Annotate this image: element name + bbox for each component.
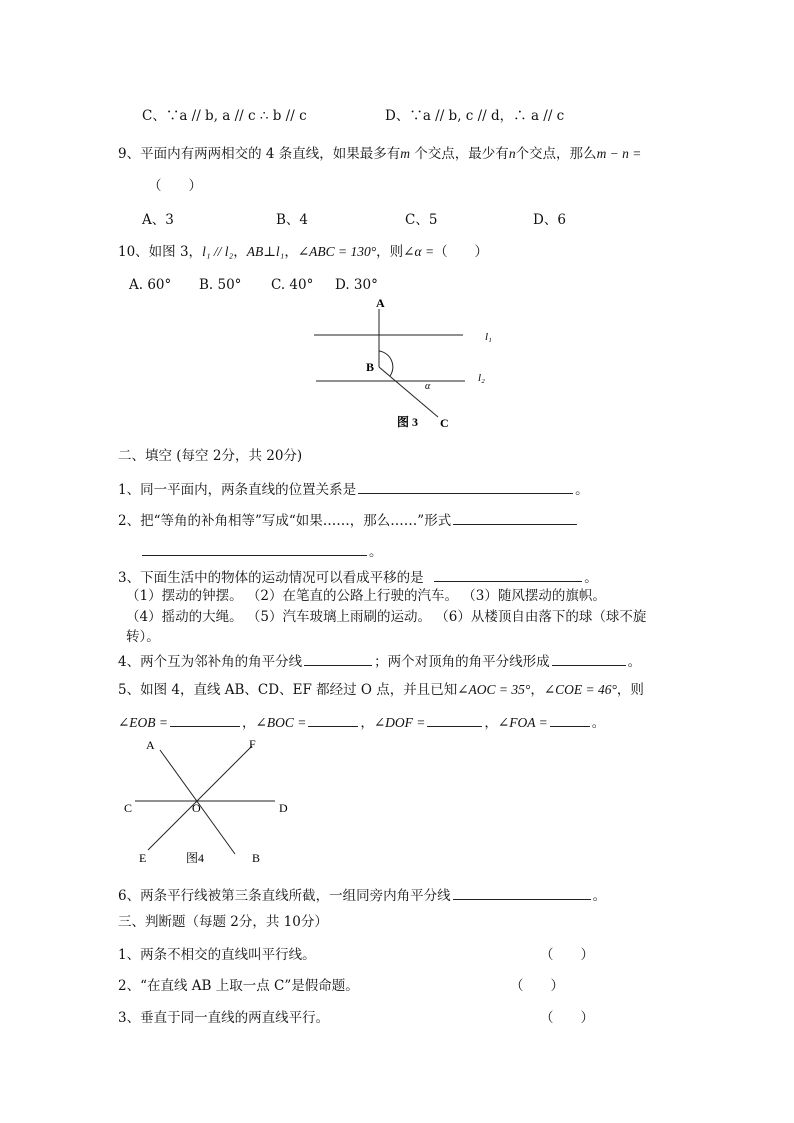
q9-text-1: 平面内有两两相交的 4 条直线，如果最多有	[140, 146, 401, 162]
fig3-label-alpha: α	[425, 381, 431, 392]
q9-text-2: 个交点，最少有	[410, 146, 509, 162]
fill-q4	[118, 651, 641, 671]
fill-q5-comma-3: ，	[484, 715, 498, 731]
q10-sep-1: ，	[233, 244, 247, 260]
judge-q1-text: 1、两条不相交的直线叫平行线。	[118, 947, 316, 963]
fill-q3-blank[interactable]	[434, 567, 582, 582]
q9-option-c: C、5	[405, 212, 438, 228]
fig4-caption: 图4	[186, 851, 205, 865]
fill-q5-text-c: ，则	[616, 682, 644, 698]
q10-text-1: 10、如图 3，	[118, 244, 203, 260]
fill-q5-comma-1: ，	[242, 715, 256, 731]
judge-q3-paren[interactable]: （ ）	[540, 1010, 594, 1026]
q10-stem	[118, 243, 488, 261]
fill-q3-text: 3、下面生活中的物体的运动情况可以看成平移的是	[118, 570, 424, 586]
q9-var-m: m	[400, 146, 411, 161]
q10-option-a: A. 60°	[129, 277, 172, 293]
fill-q1-text: 1、同一平面内，两条直线的位置关系是	[118, 482, 357, 498]
fig3-label-c: C	[440, 416, 449, 430]
q9-option-b: B、4	[276, 212, 309, 228]
fill-q5-expr-aoc: ∠AOC = 35°	[457, 682, 531, 697]
fill-q5-text-b: ，	[530, 682, 544, 698]
q9-option-a: A、3	[142, 212, 174, 228]
fill-q5-blank-eob[interactable]	[170, 712, 240, 727]
q9-option-d: D、6	[533, 212, 566, 228]
fill-q2-text: 2、把“等角的补角相等”写成“如果……，那么……”形式	[118, 513, 452, 529]
fill-q5-blank-dof[interactable]	[427, 712, 482, 727]
fill-q1-blank[interactable]	[358, 479, 573, 494]
q8-option-d: D、∵a // b, c // d，∴ a // c	[385, 108, 565, 124]
fill-q5-text-a: 5、如图 4，直线 AB、CD、EF 都经过 O 点，并且已知	[118, 682, 458, 698]
judge-q1-paren[interactable]: （ ）	[540, 947, 594, 963]
q9-text-3: 个交点，那么	[515, 146, 597, 162]
fig4-label-b: B	[252, 851, 261, 865]
fig4-label-c: C	[124, 801, 133, 815]
fig4-label-a: A	[146, 738, 155, 752]
fill-q6-end: 。	[592, 888, 607, 904]
q10-answer-paren: （ ）	[434, 244, 489, 260]
fill-q1-end: 。	[575, 482, 589, 498]
fill-q3-options-2: （4）摇动的大绳。 （5）汽车玻璃上雨刷的运动。 （6）从楼顶自由落下的球（球不旋	[126, 609, 647, 625]
fill-q1	[118, 479, 589, 499]
fill-q2-cont	[140, 541, 383, 561]
q10-expr-perp: AB⊥l₁	[246, 244, 285, 259]
figure-4	[118, 734, 308, 870]
fig3-label-l2: l₂	[478, 372, 485, 384]
fig4-line-ef	[148, 746, 252, 850]
fill-q2	[118, 510, 579, 530]
fill-q4-text-a: 4、两个互为邻补角的角平分线	[118, 654, 303, 670]
q9-answer-paren: （ ）	[148, 178, 202, 194]
fill-q5-expr-foa: ∠FOA =	[497, 715, 548, 730]
fill-q4-text-b: ；两个对顶角的角平分线形成	[374, 654, 550, 670]
fig3-segment-bc	[379, 367, 438, 417]
fig4-label-e: E	[139, 851, 147, 865]
figure-3	[300, 295, 510, 435]
q8-option-c: C、∵a // b, a // c ∴ b // c	[142, 108, 307, 124]
fill-q5-expr-coe: ∠COE = 46°	[543, 682, 617, 697]
fig3-label-l1: l₁	[485, 331, 492, 343]
section-2-heading: 二、填空 (每空 2分，共 20分)	[118, 448, 303, 464]
judge-q2-paren[interactable]: （ ）	[510, 978, 564, 994]
fill-q5-blank-boc[interactable]	[308, 712, 358, 727]
q10-expr-angle: ∠ABC = 130°	[297, 244, 377, 259]
fill-q5-comma-2: ，	[360, 715, 374, 731]
fig4-label-f: F	[249, 737, 256, 751]
fill-q5-expr-boc: ∠BOC =	[255, 715, 307, 730]
fill-q5-expr-dof: ∠DOF =	[373, 715, 426, 730]
judge-q2-text: 2、“在直线 AB 上取一点 C”是假命题。	[118, 978, 359, 994]
fill-q2-blank-1[interactable]	[453, 510, 577, 525]
fig3-caption: 图 3	[397, 415, 419, 429]
fill-q6-text: 6、两条平行线被第三条直线所截，一组同旁内角平分线	[118, 888, 451, 904]
fill-q5	[118, 681, 644, 699]
fill-q4-blank-1[interactable]	[304, 651, 372, 666]
q10-option-d: D. 30°	[335, 277, 378, 293]
fill-q5-answers	[118, 712, 605, 732]
fill-q5-end: 。	[591, 715, 606, 731]
fill-q6-blank[interactable]	[453, 885, 591, 900]
q9-stem	[118, 145, 641, 163]
fill-q3-end: 。	[584, 570, 598, 586]
fill-q6	[118, 885, 606, 905]
fig3-label-b: B	[366, 360, 375, 374]
q10-text-2: ，则	[376, 244, 404, 260]
q10-expr-alpha: ∠α =	[403, 244, 435, 259]
fig3-label-a: A	[376, 296, 385, 310]
fill-q2-end: 。	[369, 544, 383, 560]
q9-number: 9、	[118, 146, 141, 162]
judge-q3-text: 3、垂直于同一直线的两直线平行。	[118, 1010, 330, 1026]
q9-var-n: n	[508, 146, 516, 161]
section-3-heading: 三、判断题（每题 2分，共 10分）	[118, 914, 328, 930]
fill-q4-blank-2[interactable]	[552, 651, 626, 666]
fill-q5-expr-eob: ∠EOB =	[118, 715, 169, 730]
q10-option-b: B. 50°	[199, 277, 242, 293]
fill-q3-options-1: （1）摆动的钟摆。 （2）在笔直的公路上行驶的汽车。 （3）随风摆动的旗帜。	[126, 588, 606, 604]
fig4-label-o: O	[192, 801, 201, 815]
q10-sep-2: ，	[284, 244, 298, 260]
fig4-label-d: D	[279, 801, 288, 815]
q10-option-c: C. 40°	[271, 277, 314, 293]
q9-expression: m − n =	[596, 146, 642, 161]
fill-q3	[118, 567, 598, 587]
fill-q2-blank-2[interactable]	[142, 541, 367, 556]
q10-expr-parallel: l₁ // l₂	[202, 244, 234, 259]
fill-q3-options-3: 转）。	[126, 629, 160, 645]
fill-q4-end: 。	[627, 654, 642, 670]
fill-q5-blank-foa[interactable]	[550, 712, 590, 727]
